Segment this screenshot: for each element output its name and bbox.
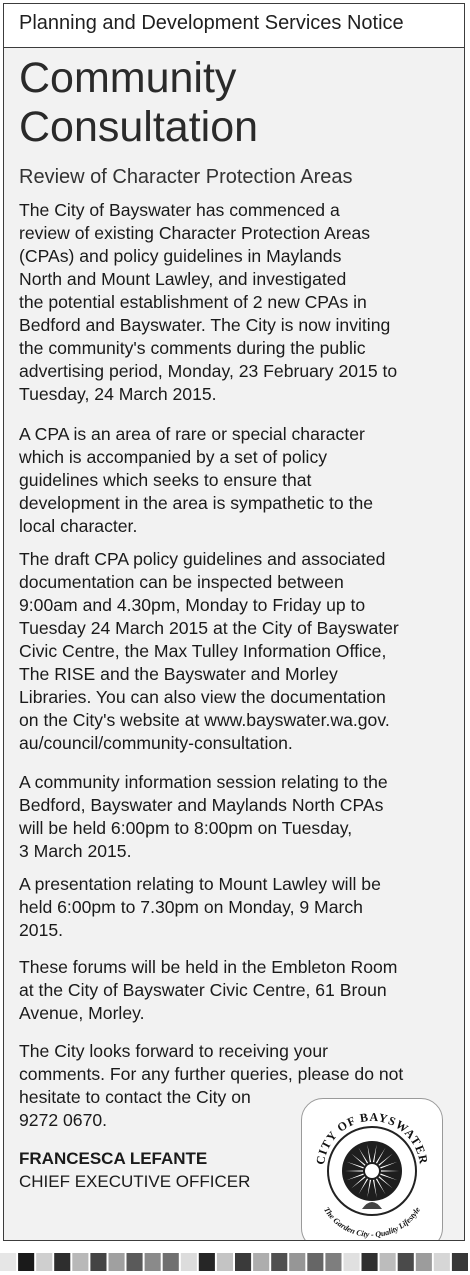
strip-block	[398, 1253, 414, 1271]
paragraph-inspection	[19, 548, 459, 755]
text-line: review of existing Character Protection Areas	[19, 223, 371, 243]
strip-block	[344, 1253, 360, 1271]
title-line: Community	[19, 54, 237, 102]
paragraph-presentation	[19, 873, 459, 942]
strip-block	[127, 1253, 143, 1271]
strip-block	[289, 1253, 305, 1271]
signatory-role: CHIEF EXECUTIVE OFFICER	[19, 1172, 251, 1191]
text-line: North and Mount Lawley, and investigated	[19, 269, 347, 289]
text-line: These forums will be held in the Embleton Room	[19, 957, 398, 977]
text-line: Tuesday, 24 March 2015.	[19, 384, 217, 404]
strip-block	[109, 1253, 125, 1271]
signoff	[19, 1147, 250, 1193]
paragraph-venue	[19, 956, 459, 1025]
strip-block	[199, 1253, 215, 1271]
strip-block	[362, 1253, 378, 1271]
text-line: which is accompanied by a set of policy	[19, 447, 328, 467]
title-line: Consultation	[19, 103, 259, 151]
text-line: The City looks forward to receiving your	[19, 1041, 328, 1061]
text-line: at the City of Bayswater Civic Centre, 61 Broun	[19, 980, 387, 1000]
text-line: local character.	[19, 516, 138, 536]
text-line: guidelines which seeks to ensure that	[19, 470, 312, 490]
strip-block	[307, 1253, 323, 1271]
strip-block	[145, 1253, 161, 1271]
svg-text:The Garden City - Quality Life	[322, 1205, 422, 1239]
strip-block	[235, 1253, 251, 1271]
text-line: Avenue, Morley.	[19, 1003, 145, 1023]
text-line: on the City's website at www.bayswater.wa.gov.	[19, 710, 390, 730]
strip-block	[380, 1253, 396, 1271]
notice-panel	[3, 3, 465, 1241]
strip-block	[217, 1253, 233, 1271]
strip-block	[416, 1253, 432, 1271]
text-line: advertising period, Monday, 23 February 2015 to	[19, 361, 398, 381]
text-line: 3 March 2015.	[19, 841, 132, 861]
signatory-name: FRANCESCA LEFANTE	[19, 1149, 208, 1168]
logo-bottom-text: The Garden City - Quality Lifestyle	[321, 1205, 423, 1240]
text-line: Bedford, Bayswater and Maylands North CPAs	[19, 795, 384, 815]
text-line: A community information session relating to the	[19, 772, 388, 792]
text-line: comments. For any further queries, please do not	[19, 1064, 404, 1084]
text-line: development in the area is sympathetic to the	[19, 493, 374, 513]
logo-top-text: CITY OF BAYSWATER	[313, 1109, 431, 1166]
strip-block	[452, 1253, 468, 1271]
strip-block	[434, 1253, 450, 1271]
strip-block	[271, 1253, 287, 1271]
text-line: hesitate to contact the City on	[19, 1087, 251, 1107]
print-registration-strip	[0, 1251, 470, 1273]
text-line: (CPAs) and policy guidelines in Maylands	[19, 246, 342, 266]
paragraph-information-session	[19, 771, 459, 863]
text-line: will be held 6:00pm to 8:00pm on Tuesday,	[19, 818, 353, 838]
text-line: The RISE and the Bayswater and Morley	[19, 664, 338, 684]
text-line: 9272 0670.	[19, 1110, 108, 1130]
text-line: 9:00am and 4.30pm, Monday to Friday up to	[19, 595, 366, 615]
text-line: the community's comments during the public	[19, 338, 366, 358]
strip-block	[253, 1253, 269, 1271]
header-text: Planning and Development Services Notice	[19, 12, 404, 34]
strip-block	[90, 1253, 106, 1271]
text-line: The draft CPA policy guidelines and associated	[19, 549, 386, 569]
strip-block	[325, 1253, 341, 1271]
text-line: held 6:00pm to 7.30pm on Monday, 9 March	[19, 897, 363, 917]
paragraph-intro	[19, 199, 459, 406]
strip-block	[36, 1253, 52, 1271]
text-line: Libraries. You can also view the documentation	[19, 687, 386, 707]
city-logo	[301, 1098, 443, 1241]
page-title	[19, 54, 459, 152]
text-line: au/council/community-consultation.	[19, 733, 293, 753]
strip-block	[163, 1253, 179, 1271]
text-line: Tuesday 24 March 2015 at the City of Bayswater	[19, 618, 399, 638]
strip-block	[0, 1253, 16, 1271]
strip-block	[181, 1253, 197, 1271]
paragraph-cpa-definition	[19, 423, 459, 538]
subtitle: Review of Character Protection Areas	[19, 166, 353, 188]
text-line: documentation can be inspected between	[19, 572, 344, 592]
strip-block	[54, 1253, 70, 1271]
strip-block	[18, 1253, 34, 1271]
text-line: the potential establishment of 2 new CPAs in	[19, 292, 367, 312]
text-line: Bedford and Bayswater. The City is now inviting	[19, 315, 391, 335]
strip-block	[72, 1253, 88, 1271]
header-band	[4, 4, 464, 48]
text-line: The City of Bayswater has commenced a	[19, 200, 340, 220]
text-line: A CPA is an area of rare or special character	[19, 424, 365, 444]
text-line: 2015.	[19, 920, 64, 940]
text-line: A presentation relating to Mount Lawley will be	[19, 874, 381, 894]
text-line: Civic Centre, the Max Tulley Information Office,	[19, 641, 387, 661]
city-seal-icon	[302, 1099, 442, 1241]
